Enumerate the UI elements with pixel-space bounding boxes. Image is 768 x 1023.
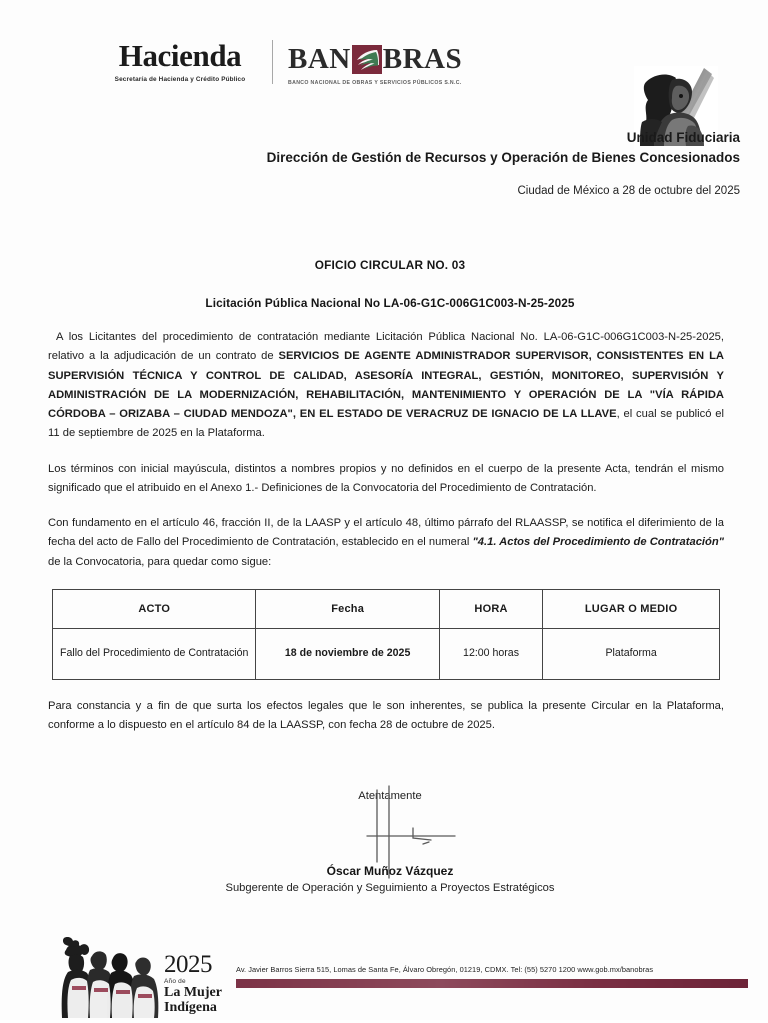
p3-tail: de la Convocatoria, para quedar como sigue: (48, 555, 272, 568)
footer-address: Av. Javier Barros Sierra 515, Lomas de Santa Fe, Álvaro Obregón, 01219, CDMX. Tel: (55) 5270 1200 www.gob.mx/banobras (236, 965, 654, 974)
signer-role: Subgerente de Operación y Seguimiento a Proyectos Estratégicos (225, 882, 555, 894)
table-header-row (53, 590, 720, 629)
document-footer (0, 924, 768, 1020)
salutation: Atentamente (358, 790, 422, 802)
banobras-subtitle: BANCO NACIONAL DE OBRAS Y SERVICIOS PÚBLICOS S.N.C. (288, 80, 462, 86)
banobras-logo (288, 42, 478, 86)
tender-number: Licitación Pública Nacional No LA-06-G1C-006G1C003-N-25-2025 (205, 296, 575, 310)
direction-name: Dirección de Gestión de Recursos y Operación de Bienes Concesionados (266, 149, 740, 165)
mujeres-indigenas-illustration-icon (58, 936, 164, 1018)
paragraph-recipients (48, 328, 724, 444)
p1-tail: , el cual se publicó el 11 de septiembre de 2025 en la Plataforma. (48, 408, 725, 440)
paragraph-closing: Para constancia y a fin de que surta los efectos legales que le son inherentes, se publica la presente Circular en la Plataforma, conforme a lo dispuesto en el artículo 84 de la LAASSP, con fecha 28 de octubre de 2025. (48, 700, 724, 732)
cell-lugar: Plataforma (543, 629, 720, 680)
column-header-fecha: Fecha (256, 590, 439, 629)
p3-intro: Con fundamento en el artículo 46, fracción II, de la LAASP y el artículo 48, último párrafo del RLAASSP, se notifica el diferimiento de la fecha del acto de Fallo del Procedimiento de Contratación, establecido en el numeral (48, 517, 724, 549)
signer-name: Óscar Muñoz Vázquez (326, 864, 454, 878)
document-title-block (40, 258, 740, 310)
column-header-lugar: LUGAR O MEDIO (543, 590, 720, 629)
cell-fecha: 18 de noviembre de 2025 (256, 629, 439, 680)
column-header-acto: ACTO (53, 590, 256, 629)
p1-contract-object: SERVICIOS DE AGENTE ADMINISTRADOR SUPERVISOR, CONSISTENTES EN LA SUPERVISIÓN TÉCNICA Y CONTROL DE CALIDAD, ASESORÍA INTEGRAL, GESTIÓN, MONITOREO, SUPERVISIÓN Y ADMINISTRACIÓN DE LA MODERNIZACIÓN, REHABILITACIÓN, MANTENIMIENTO Y OPERACIÓN DE LA "VÍA RÁPIDA CÓRDOBA – ORIZABA – CIUDAD MENDOZA", EN EL ESTADO DE VERACRUZ DE IGNACIO DE LA LLAVE (48, 350, 724, 421)
acts-table-wrapper (52, 589, 720, 680)
badge-line-2: Indígena (164, 1000, 217, 1016)
cell-hora: 12:00 horas (439, 629, 542, 680)
p1-intro: A los Licitantes del procedimiento de contratación mediante Licitación Pública Nacional No. LA-06-G1C-006G1C003-N-25-2025, relativo a la adjudicación de un contrato de (48, 331, 724, 363)
acts-table (52, 589, 720, 680)
banobras-wordmark-right: BRAS (382, 42, 463, 75)
badge-year: 2025 (164, 950, 212, 978)
signature-block (40, 790, 740, 894)
paragraph-definitions: Los términos con inicial mayúscula, distintos a nombres propios y no definidos en el cuerpo de la presente Acta, tendrán el mismo significado que el atribuido en el Anexo 1.- Definiciones de la Convocatoria del Procedimiento de Contratación. (48, 462, 724, 494)
unit-name: Unidad Fiduciaria (626, 130, 740, 145)
badge-anio-de: Año de (164, 977, 186, 985)
paragraph-legal-basis (48, 514, 724, 572)
issuing-unit-block (40, 128, 740, 197)
circular-number: OFICIO CIRCULAR NO. 03 (314, 258, 466, 272)
table-row (53, 629, 720, 680)
year-badge (164, 952, 240, 1016)
handwritten-signature (40, 802, 740, 864)
hacienda-wordmark: Hacienda (118, 38, 242, 73)
cell-acto: Fallo del Procedimiento de Contratación (53, 629, 256, 680)
column-header-hora: HORA (439, 590, 542, 629)
banobras-emblem-icon (352, 45, 382, 74)
banobras-wordmark-left: BAN (288, 42, 351, 75)
p3-numeral-reference: "4.1. Actos del Procedimiento de Contratación" (472, 536, 724, 549)
badge-line-1: La Mujer (164, 984, 222, 1000)
footer-accent-bar (236, 979, 748, 988)
hacienda-subtitle: Secretaría de Hacienda y Crédito Público (114, 75, 246, 83)
hacienda-logo (96, 40, 264, 83)
logo-divider (272, 40, 273, 84)
closing-block (48, 697, 724, 752)
city-and-date: Ciudad de México a 28 de octubre del 2025 (517, 185, 740, 198)
document-masthead (0, 34, 768, 126)
document-body (48, 328, 724, 588)
mujer-indigena-footer-logo (58, 934, 236, 1018)
